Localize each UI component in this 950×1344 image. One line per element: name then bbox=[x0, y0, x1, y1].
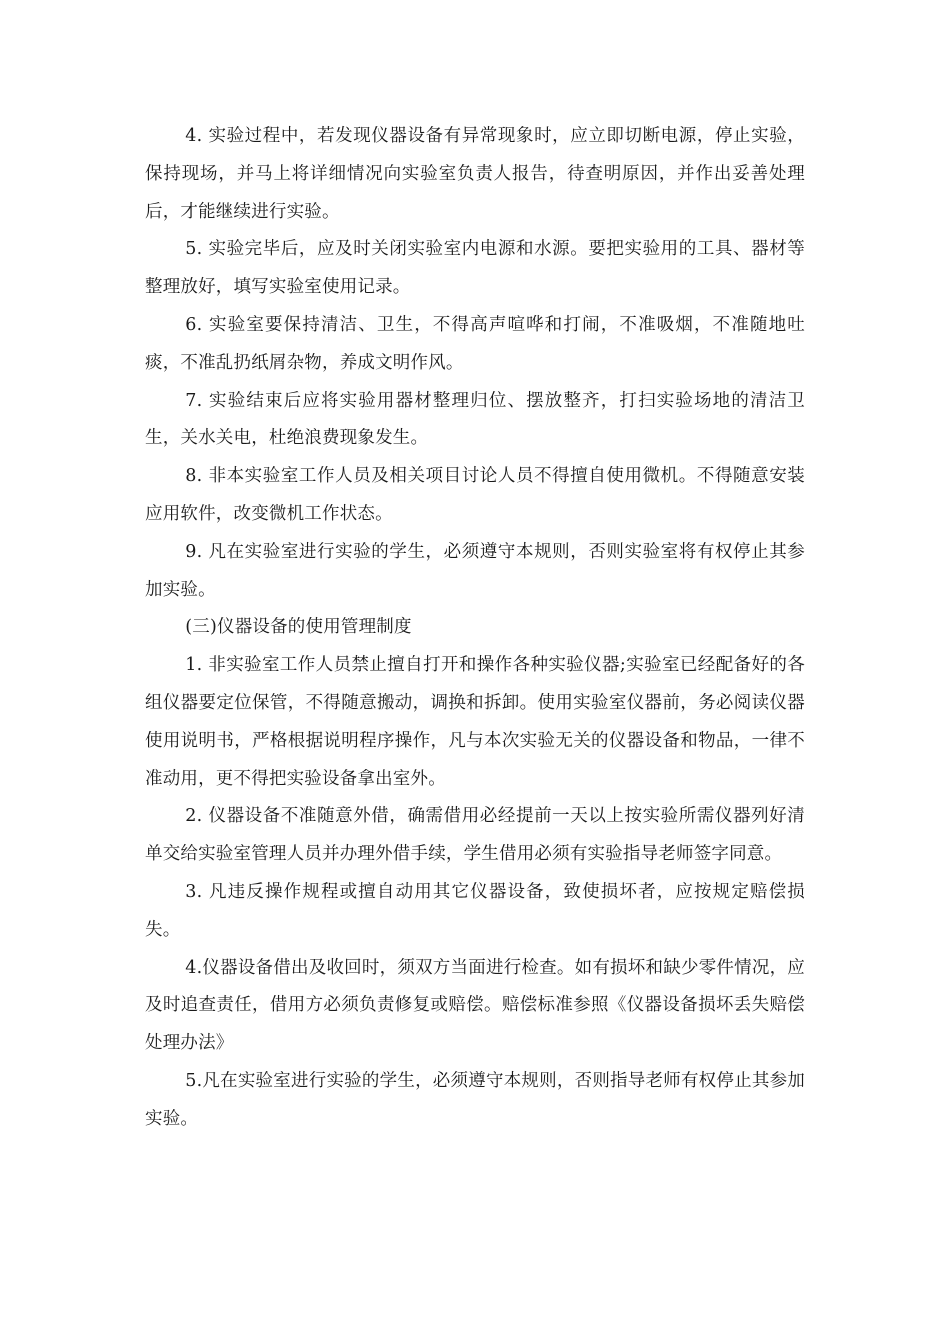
document-body bbox=[145, 118, 805, 1139]
paragraph-lab-rule-7: 7. 实验结束后应将实验用器材整理归位、摆放整齐，打扫实验场地的清洁卫生，关水关电，杜绝浪费现象发生。 bbox=[145, 390, 805, 449]
paragraph-lab-rule-9: 9. 凡在实验室进行实验的学生，必须遵守本规则，否则实验室将有权停止其参加实验。 bbox=[145, 541, 805, 600]
paragraph-lab-rule-5: 5. 实验完毕后，应及时关闭实验室内电源和水源。要把实验用的工具、器材等整理放好，填写实验室使用记录。 bbox=[145, 239, 805, 298]
paragraph-equipment-rule-5: 5.凡在实验室进行实验的学生，必须遵守本规则，否则指导老师有权停止其参加实验。 bbox=[145, 1070, 805, 1129]
paragraph-equipment-rule-2: 2. 仪器设备不准随意外借，确需借用必经提前一天以上按实验所需仪器列好清单交给实验室管理人员并办理外借手续，学生借用必须有实验指导老师签字同意。 bbox=[145, 806, 805, 865]
paragraph-lab-rule-8: 8. 非本实验室工作人员及相关项目讨论人员不得擅自使用微机。不得随意安装应用软件，改变微机工作状态。 bbox=[145, 466, 805, 524]
paragraph-lab-rule-4: 4. 实验过程中，若发现仪器设备有异常现象时，应立即切断电源，停止实验，保持现场，并马上将详细情况向实验室负责人报告，待查明原因，并作出妥善处理后，才能继续进行实验。 bbox=[145, 126, 805, 222]
paragraph-equipment-rule-3: 3. 凡违反操作规程或擅自动用其它仪器设备，致使损坏者，应按规定赔偿损失。 bbox=[145, 881, 805, 940]
section-heading-equipment: (三)仪器设备的使用管理制度 bbox=[185, 617, 412, 638]
paragraph-equipment-rule-4: 4.仪器设备借出及收回时，须双方当面进行检查。如有损坏和缺少零件情况，应及时追查责任，借用方必须负责修复或赔偿。赔偿标准参照《仪器设备损坏丢失赔偿处理办法》 bbox=[145, 957, 805, 1054]
paragraph-lab-rule-6: 6. 实验室要保持清洁、卫生，不得高声喧哗和打闹，不准吸烟，不准随地吐痰，不准乱扔纸屑杂物，养成文明作风。 bbox=[145, 314, 805, 373]
paragraph-equipment-rule-1: 1. 非实验室工作人员禁止擅自打开和操作各种实验仪器;实验室已经配备好的各组仪器要定位保管，不得随意搬动，调换和拆卸。使用实验室仪器前，务必阅读仪器使用说明书，严格根据说明程序操作，凡与本次实验无关的仪器设备和物品，一律不准动用，更不得把实验设备拿出室外。 bbox=[145, 655, 805, 789]
